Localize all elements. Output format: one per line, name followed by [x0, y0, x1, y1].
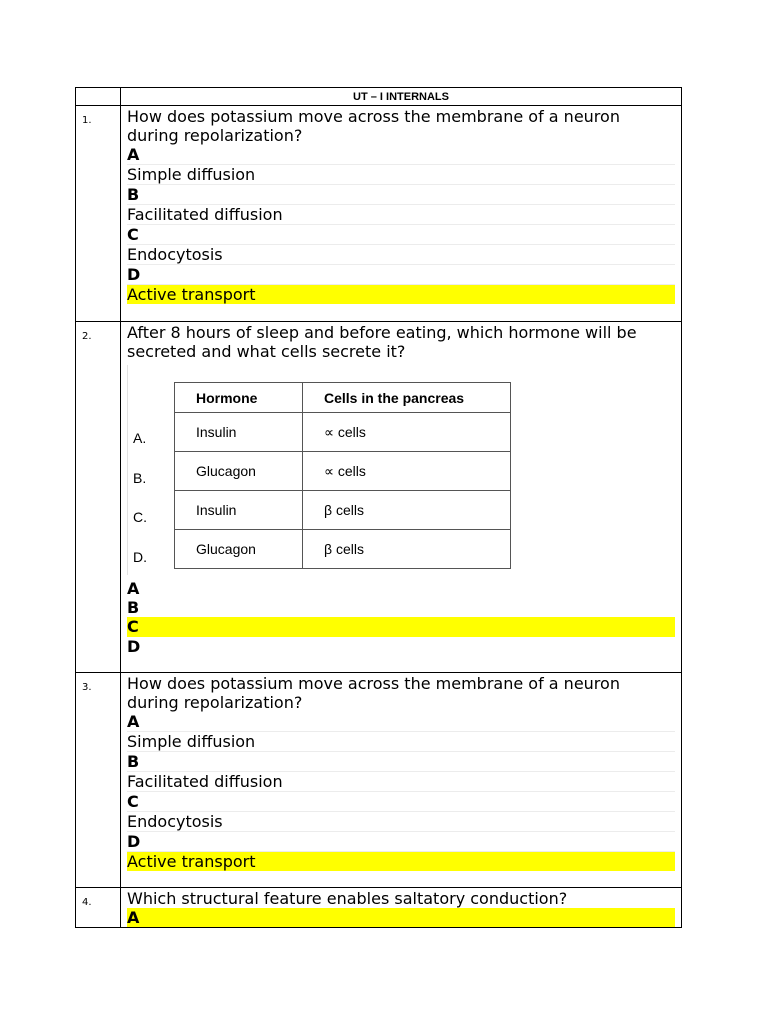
table-row: [175, 491, 511, 530]
option-letter-b: B: [127, 752, 675, 772]
hormone-cell: Glucagon: [175, 530, 303, 569]
option-text-c: Endocytosis: [127, 812, 675, 832]
question-number: 3.: [76, 673, 121, 887]
header-hormone: Hormone: [175, 383, 303, 413]
hormone-cell: Glucagon: [175, 452, 303, 491]
cells-cell: β cells: [303, 491, 511, 530]
option-letter-d: D: [127, 832, 675, 852]
question-number: 2.: [76, 322, 121, 672]
question-body: [121, 673, 681, 887]
header-row: [76, 88, 681, 105]
figure-row-label: A.: [133, 430, 147, 446]
figure-row-label: C.: [133, 509, 147, 525]
option-text-c: Endocytosis: [127, 245, 675, 265]
table-row: [175, 413, 511, 452]
hormone-table-header: [175, 383, 511, 413]
cells-cell: β cells: [303, 530, 511, 569]
question-row-2: [76, 321, 681, 672]
question-row-1: [76, 105, 681, 321]
option-letter-c: C: [127, 225, 675, 245]
option-text-d-highlighted: Active transport: [127, 852, 675, 871]
question-body: [121, 322, 681, 672]
option-letter-c: C: [127, 792, 675, 812]
option-letter-d: D: [127, 637, 141, 656]
option-letter-a: A: [127, 579, 140, 598]
question-row-4: [76, 887, 681, 927]
question-body: [121, 888, 681, 927]
question-text: Which structural feature enables saltatory conduction?: [127, 889, 568, 908]
option-text-a: Simple diffusion: [127, 732, 675, 752]
header-cells: Cells in the pancreas: [303, 383, 511, 413]
table-row: [175, 530, 511, 569]
option-letter-b: B: [127, 185, 675, 205]
question-table: [75, 87, 682, 928]
option-letter-a: A: [127, 712, 675, 732]
figure-row-label: B.: [133, 470, 147, 486]
option-letter-b: B: [127, 598, 140, 617]
header-number-cell: [76, 88, 121, 105]
question-text: How does potassium move across the membrane of a neuron during repolarization?: [127, 107, 620, 145]
hormone-cell: Insulin: [175, 491, 303, 530]
question-row-3: [76, 672, 681, 887]
option-text-d-highlighted: Active transport: [127, 285, 675, 304]
hormone-table: [174, 382, 511, 569]
question-number: 1.: [76, 106, 121, 321]
option-text-b: Facilitated diffusion: [127, 205, 675, 225]
option-text-b: Facilitated diffusion: [127, 772, 675, 792]
figure-edge: [127, 365, 128, 575]
option-letter-a-highlighted: A: [127, 908, 675, 927]
figure-row-label: D.: [133, 549, 147, 565]
option-letter-a: A: [127, 145, 675, 165]
question-text: How does potassium move across the membrane of a neuron during repolarization?: [127, 674, 620, 712]
cells-cell: ∝ cells: [303, 452, 511, 491]
question-number: 4.: [76, 888, 121, 927]
option-letter-d: D: [127, 265, 675, 285]
question-body: [121, 106, 681, 321]
option-letter-c-highlighted: C: [127, 617, 675, 637]
hormone-figure: [127, 361, 675, 579]
table-row: [175, 452, 511, 491]
option-text-a: Simple diffusion: [127, 165, 675, 185]
hormone-cell: Insulin: [175, 413, 303, 452]
document-title: UT – I INTERNALS: [353, 91, 449, 103]
question-text: After 8 hours of sleep and before eating, which hormone will be secreted and what cells secrete it?: [127, 323, 637, 361]
cells-cell: ∝ cells: [303, 413, 511, 452]
